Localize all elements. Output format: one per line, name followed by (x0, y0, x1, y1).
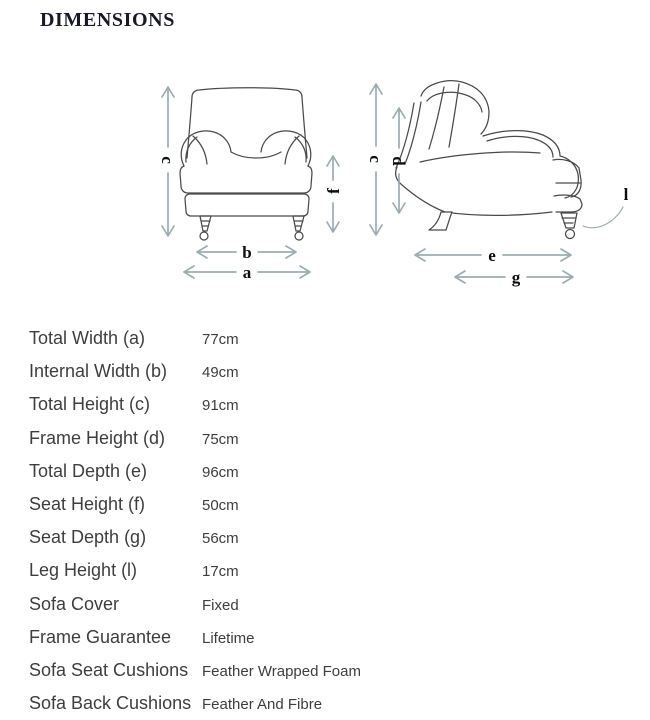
spec-label: Seat Depth (g) (29, 527, 147, 548)
spec-label: Sofa Cover (29, 593, 120, 614)
spec-value: 56cm (202, 530, 239, 548)
spec-label: Leg Height (l) (29, 560, 138, 581)
dimensions-table (29, 322, 629, 720)
dimension-label-f: f (324, 188, 343, 194)
spec-label: Frame Height (d) (29, 427, 166, 448)
spec-value: Fixed (202, 596, 239, 614)
dimension-label-g: g (511, 268, 521, 287)
dimension-label-a: a (242, 263, 252, 282)
dimensions-diagram (0, 0, 650, 310)
spec-value: 17cm (202, 563, 239, 581)
side-view-arrows (366, 84, 629, 287)
spec-row (29, 521, 629, 554)
spec-value: 96cm (202, 463, 239, 481)
spec-label: Total Height (c) (29, 394, 151, 415)
spec-row (29, 654, 629, 687)
spec-value: Feather Wrapped Foam (202, 662, 361, 680)
spec-row (29, 687, 629, 720)
spec-label: Total Width (a) (29, 328, 146, 348)
spec-label: Internal Width (b) (29, 361, 168, 382)
front-view-arrows (158, 87, 343, 282)
dimension-label-c-front: c (158, 156, 177, 164)
spec-label: Seat Height (f) (29, 493, 146, 514)
dimension-label-b: b (242, 243, 252, 262)
spec-label: Total Depth (e) (29, 460, 148, 481)
side-view-drawing (396, 81, 623, 239)
front-view-drawing (180, 88, 312, 240)
spec-label: Sofa Seat Cushions (29, 659, 189, 680)
spec-row (29, 322, 629, 355)
spec-row (29, 455, 629, 488)
dimension-label-e: e (488, 246, 496, 265)
spec-value: 91cm (202, 397, 239, 415)
spec-row (29, 355, 629, 388)
spec-value: Feather And Fibre (202, 696, 323, 714)
page-title: DIMENSIONS (40, 9, 175, 31)
leg-leader-line (583, 207, 623, 228)
spec-value: 50cm (202, 496, 239, 514)
dimension-label-d: d (389, 156, 408, 166)
spec-row (29, 554, 629, 587)
spec-row (29, 488, 629, 521)
spec-row (29, 588, 629, 621)
dimension-label-c-side: c (366, 155, 385, 163)
spec-label: Sofa Back Cushions (29, 693, 192, 714)
spec-value: Lifetime (202, 629, 255, 647)
spec-value: 75cm (202, 430, 239, 448)
dimension-label-l: l (623, 185, 629, 204)
spec-row (29, 422, 629, 455)
spec-row (29, 621, 629, 654)
spec-label: Frame Guarantee (29, 626, 172, 647)
spec-value: 77cm (202, 331, 239, 348)
spec-row (29, 388, 629, 421)
spec-value: 49cm (202, 364, 239, 382)
